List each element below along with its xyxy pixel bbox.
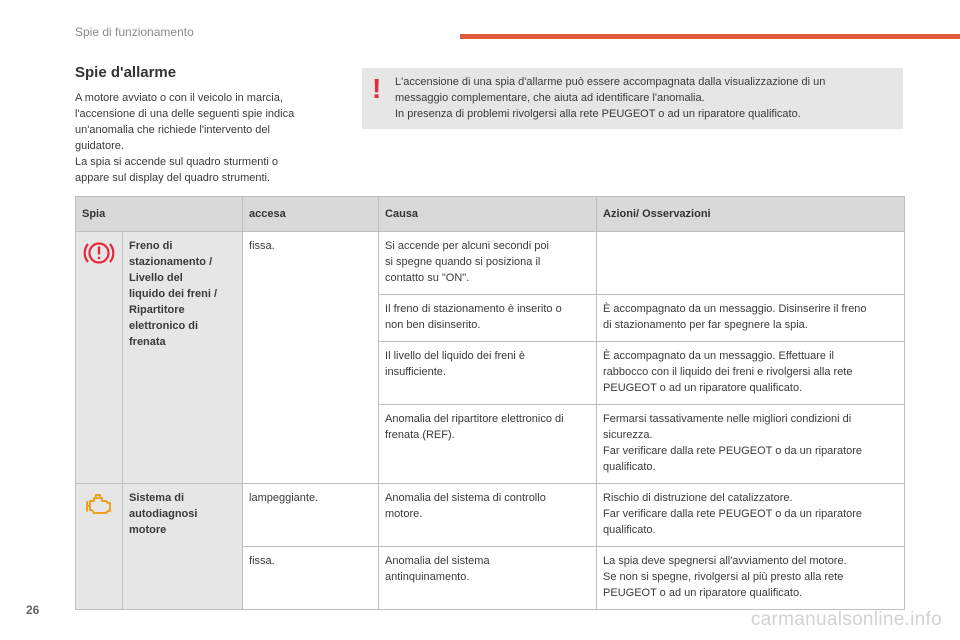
exclamation-icon: ! bbox=[372, 73, 382, 104]
intro-line: La spia si accende sul quadro sturmenti o bbox=[75, 156, 279, 168]
action-cell bbox=[597, 232, 905, 295]
cause-line: Anomalia del ripartitore elettronico di bbox=[385, 413, 564, 425]
action-cell bbox=[597, 342, 905, 405]
action-cell bbox=[597, 405, 905, 484]
action-cell bbox=[597, 484, 905, 547]
action-line: Rischio di distruzione del catalizzatore. bbox=[603, 492, 793, 504]
intro-text bbox=[75, 90, 335, 186]
action-line: sicurezza. bbox=[603, 429, 653, 441]
engine-check-icon-cell bbox=[76, 484, 123, 610]
state-cell: fissa. bbox=[243, 232, 379, 484]
cause-cell bbox=[379, 232, 597, 295]
intro-line: A motore avviato o con il veicolo in marcia, bbox=[75, 92, 283, 104]
brake-light-name bbox=[123, 232, 243, 484]
intro-line: un'anomalia che richiede l'intervento del bbox=[75, 124, 270, 136]
notice-box bbox=[362, 68, 903, 129]
table-row bbox=[76, 232, 905, 295]
intro-line: appare sul display del quadro strumenti. bbox=[75, 172, 271, 184]
cause-line: insufficiente. bbox=[385, 366, 446, 378]
notice-line: messaggio complementare, che aiuta ad identificare l'anomalia. bbox=[395, 92, 705, 104]
action-line: rabbocco con il liquido dei freni e rivolgersi alla rete bbox=[603, 366, 853, 378]
header-title: Spie di funzionamento bbox=[75, 25, 194, 39]
action-cell bbox=[597, 547, 905, 610]
cause-cell bbox=[379, 484, 597, 547]
header-accesa: accesa bbox=[243, 197, 379, 232]
light-name-line: motore bbox=[129, 524, 167, 536]
action-line: Far verificare dalla rete PEUGEOT o da un riparatore bbox=[603, 445, 863, 457]
notice-line: L'accensione di una spia d'allarme può essere accompagnata dalla visualizzazione di un bbox=[395, 76, 826, 88]
cause-line: non ben disinserito. bbox=[385, 319, 481, 331]
light-name-line: Livello del bbox=[129, 272, 183, 284]
action-line: qualificato. bbox=[603, 524, 656, 536]
action-line: qualificato. bbox=[603, 461, 656, 473]
cause-line: si spegne quando si posiziona il bbox=[385, 256, 541, 268]
light-name-line: elettronico di bbox=[129, 320, 199, 332]
engine-light-name bbox=[123, 484, 243, 610]
notice-line: In presenza di problemi rivolgersi alla rete PEUGEOT o ad un riparatore qualificato. bbox=[395, 108, 801, 120]
brake-warning-icon bbox=[82, 238, 116, 268]
action-cell bbox=[597, 295, 905, 342]
engine-check-icon bbox=[82, 490, 116, 520]
watermark: carmanualsonline.info bbox=[750, 609, 942, 630]
intro-line: guidatore. bbox=[75, 140, 124, 152]
light-name-line: frenata bbox=[129, 336, 166, 348]
brake-warning-icon-cell bbox=[76, 232, 123, 484]
cause-line: antinquinamento. bbox=[385, 571, 470, 583]
cause-line: Il livello del liquido dei freni è bbox=[385, 350, 526, 362]
action-line: È accompagnato da un messaggio. Effettuare il bbox=[603, 350, 834, 362]
light-name-line: liquido dei freni / bbox=[129, 288, 217, 300]
cause-cell bbox=[379, 405, 597, 484]
warning-lights-table bbox=[75, 196, 905, 610]
action-line: PEUGEOT o ad un riparatore qualificato. bbox=[603, 382, 803, 394]
action-line: La spia deve spegnersi all'avviamento del motore. bbox=[603, 555, 847, 567]
action-line: Se non si spegne, rivolgersi al più presto alla rete bbox=[603, 571, 844, 583]
cause-line: frenata (REF). bbox=[385, 429, 455, 441]
light-name-line: stazionamento / bbox=[129, 256, 213, 268]
state-cell: fissa. bbox=[243, 547, 379, 610]
cause-line: Il freno di stazionamento è inserito o bbox=[385, 303, 562, 315]
action-line: PEUGEOT o ad un riparatore qualificato. bbox=[603, 587, 803, 599]
section-title: Spie d'allarme bbox=[75, 64, 177, 81]
cause-line: motore. bbox=[385, 508, 423, 520]
table-row bbox=[76, 484, 905, 547]
cause-line: Anomalia del sistema di controllo bbox=[385, 492, 546, 504]
light-name-line: Sistema di bbox=[129, 492, 185, 504]
table-header-row bbox=[76, 197, 905, 232]
header-causa: Causa bbox=[379, 197, 597, 232]
cause-line: contatto su "ON". bbox=[385, 272, 470, 284]
light-name-line: Ripartitore bbox=[129, 304, 185, 316]
cause-cell bbox=[379, 547, 597, 610]
cause-line: Anomalia del sistema bbox=[385, 555, 490, 567]
light-name-line: autodiagnosi bbox=[129, 508, 198, 520]
action-line: di stazionamento per far spegnere la spia. bbox=[603, 319, 808, 331]
state-cell: lampeggiante. bbox=[243, 484, 379, 547]
notice-text bbox=[395, 74, 895, 122]
cause-line: Si accende per alcuni secondi poi bbox=[385, 240, 549, 252]
header-azioni: Azioni/ Osservazioni bbox=[597, 197, 905, 232]
cause-cell bbox=[379, 295, 597, 342]
page-number: 26 bbox=[26, 603, 40, 617]
action-line: Fermarsi tassativamente nelle migliori condizioni di bbox=[603, 413, 852, 425]
light-name-line: Freno di bbox=[129, 240, 173, 252]
action-line: Far verificare dalla rete PEUGEOT o da un riparatore bbox=[603, 508, 863, 520]
action-line: È accompagnato da un messaggio. Disinserire il freno bbox=[603, 303, 867, 315]
header-spia: Spia bbox=[76, 197, 243, 232]
header-accent-bar bbox=[460, 34, 960, 39]
intro-line: l'accensione di una delle seguenti spie indica bbox=[75, 108, 295, 120]
cause-cell bbox=[379, 342, 597, 405]
